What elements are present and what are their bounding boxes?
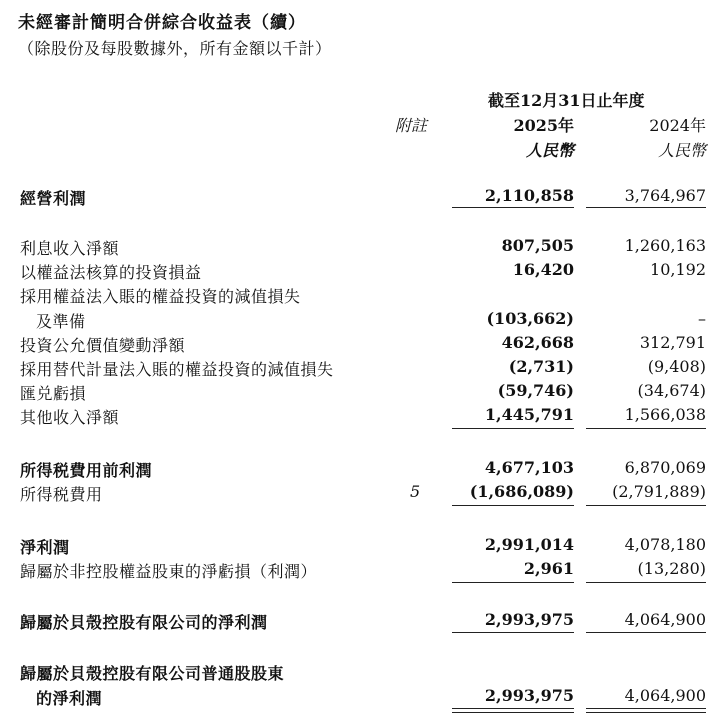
row-attributable-to-company [0,610,724,634]
row-label: 的淨利潤 [36,689,103,708]
value-current: (1,686,089) [469,482,574,501]
value-current: 1,445,791 [484,405,574,424]
row-label: 經營利潤 [20,189,87,208]
row-attributable-to-ordinary-shareholders-line2 [0,686,724,710]
value-prior: 1,566,038 [624,405,706,424]
row-net-profit [0,535,724,559]
row-fair-value-change [0,333,724,357]
row-alternative-measurement-impairment [0,357,724,381]
year-current-header: 2025年 [513,116,574,135]
row-equity-impairment-line2 [0,309,724,333]
row-label: 及準備 [36,312,86,331]
subtotal-rule [586,582,706,583]
row-net-interest-income [0,236,724,260]
row-attributable-to-ordinary-shareholders-line1 [0,661,724,685]
subtotal-rule [452,207,574,208]
total-double-rule [452,708,574,713]
row-equity-impairment-line1 [0,284,724,308]
value-current: (103,662) [486,309,574,328]
value-current: 2,961 [523,559,574,578]
row-equity-method-income [0,260,724,284]
row-noncontrolling-interest [0,559,724,583]
subtotal-rule [452,582,574,583]
value-current: 4,677,103 [484,458,574,477]
subtotal-rule [452,505,574,506]
subtotal-rule [452,428,574,429]
value-current: 2,991,014 [484,535,574,554]
subtotal-rule [586,505,706,506]
value-prior: (34,674) [637,381,706,400]
value-current: 807,505 [501,236,574,255]
value-current: 2,993,975 [484,686,574,705]
subtotal-rule [452,632,574,633]
value-prior: 3,764,967 [624,186,706,205]
row-label: 投資公允價值變動淨額 [20,336,186,355]
row-income-tax [0,482,724,506]
statement-subtitle: （除股份及每股數據外，所有金額以千計） [18,39,332,58]
currency-prior-header: 人民幣 [657,141,706,160]
row-label: 歸屬於貝殼控股有限公司普通股股東 [20,664,285,683]
currency-current-header: 人民幣 [525,141,574,160]
value-prior: 10,192 [650,260,706,279]
subtotal-rule [586,207,706,208]
value-prior: 4,064,900 [624,610,706,629]
row-label: 歸屬於非控股權益股東的淨虧損（利潤） [20,562,318,581]
value-current: 16,420 [512,260,574,279]
row-label: 所得税費用前利潤 [20,461,153,480]
value-prior: 1,260,163 [624,236,706,255]
value-current: 462,668 [501,333,574,352]
row-exchange-loss [0,381,724,405]
value-prior: (2,791,889) [612,482,706,501]
row-profit-before-tax [0,458,724,482]
row-label: 採用替代計量法入賬的權益投資的減值損失 [20,360,334,379]
subtotal-rule [586,632,706,633]
value-prior: 312,791 [639,333,706,352]
value-current: 2,110,858 [484,186,574,205]
row-label: 採用權益法入賬的權益投資的減值損失 [20,287,301,306]
value-prior: 4,064,900 [624,686,706,705]
row-label: 匯兑虧損 [20,384,87,403]
value-current: (59,746) [497,381,574,400]
row-label: 所得税費用 [20,485,103,504]
row-label: 以權益法核算的投資損益 [20,263,202,282]
value-current: 2,993,975 [484,610,574,629]
period-header: 截至12月31日止年度 [488,91,645,110]
value-prior: 6,870,069 [624,458,706,477]
year-prior-header: 2024年 [649,116,706,135]
row-label: 利息收入淨額 [20,239,120,258]
row-label: 淨利潤 [20,538,70,557]
total-double-rule [586,708,706,713]
note-column-header: 附註 [395,116,428,135]
note-reference: 5 [410,482,421,501]
statement-title: 未經審計簡明合併綜合收益表（續） [18,13,306,33]
row-other-income [0,405,724,429]
value-prior: (9,408) [647,357,706,376]
row-label: 歸屬於貝殼控股有限公司的淨利潤 [20,613,268,632]
value-prior: 4,078,180 [624,535,706,554]
value-prior: – [698,309,706,328]
value-current: (2,731) [508,357,574,376]
value-prior: (13,280) [637,559,706,578]
row-label: 其他收入淨額 [20,408,120,427]
subtotal-rule [586,428,706,429]
